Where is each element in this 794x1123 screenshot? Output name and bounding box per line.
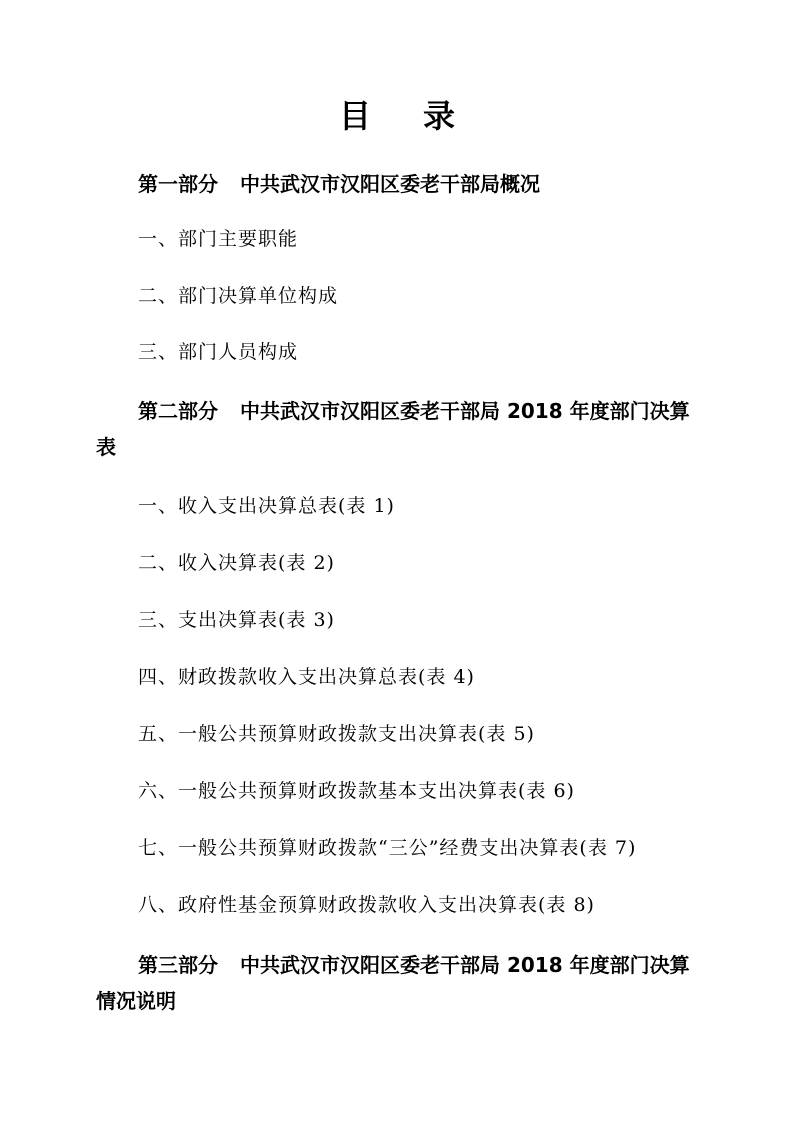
toc-item: 三、部门人员构成 bbox=[138, 341, 299, 363]
toc-part-3-heading bbox=[96, 947, 706, 1019]
part-1-label: 第一部分 bbox=[138, 172, 218, 196]
part-3-text: 中共武汉市汉阳区委老干部局 2018 年度部门决算情况说明 bbox=[96, 953, 690, 1013]
toc-part-1-heading bbox=[96, 166, 706, 202]
toc-item: 六、一般公共预算财政拨款基本支出决算表(表 6) bbox=[138, 780, 575, 802]
toc-item: 二、收入决算表(表 2) bbox=[138, 552, 335, 574]
part-1-text: 中共武汉市汉阳区委老干部局概况 bbox=[240, 172, 540, 196]
page-title: 目录 bbox=[338, 97, 507, 135]
part-3-label: 第三部分 bbox=[138, 953, 218, 977]
toc-part-2-heading bbox=[96, 393, 706, 465]
toc-item: 八、政府性基金预算财政拨款收入支出决算表(表 8) bbox=[138, 894, 595, 916]
toc-item: 七、一般公共预算财政拨款“三公”经费支出决算表(表 7) bbox=[138, 837, 637, 859]
part-2-label: 第二部分 bbox=[138, 399, 218, 423]
toc-item: 五、一般公共预算财政拨款支出决算表(表 5) bbox=[138, 723, 535, 745]
toc-item: 二、部门决算单位构成 bbox=[138, 285, 339, 307]
toc-item: 一、收入支出决算总表(表 1) bbox=[138, 495, 395, 517]
toc-item: 三、支出决算表(表 3) bbox=[138, 609, 335, 631]
toc-item: 一、部门主要职能 bbox=[138, 228, 299, 250]
toc-item: 四、财政拨款收入支出决算总表(表 4) bbox=[138, 666, 475, 688]
part-2-text: 中共武汉市汉阳区委老干部局 2018 年度部门决算表 bbox=[96, 399, 690, 459]
